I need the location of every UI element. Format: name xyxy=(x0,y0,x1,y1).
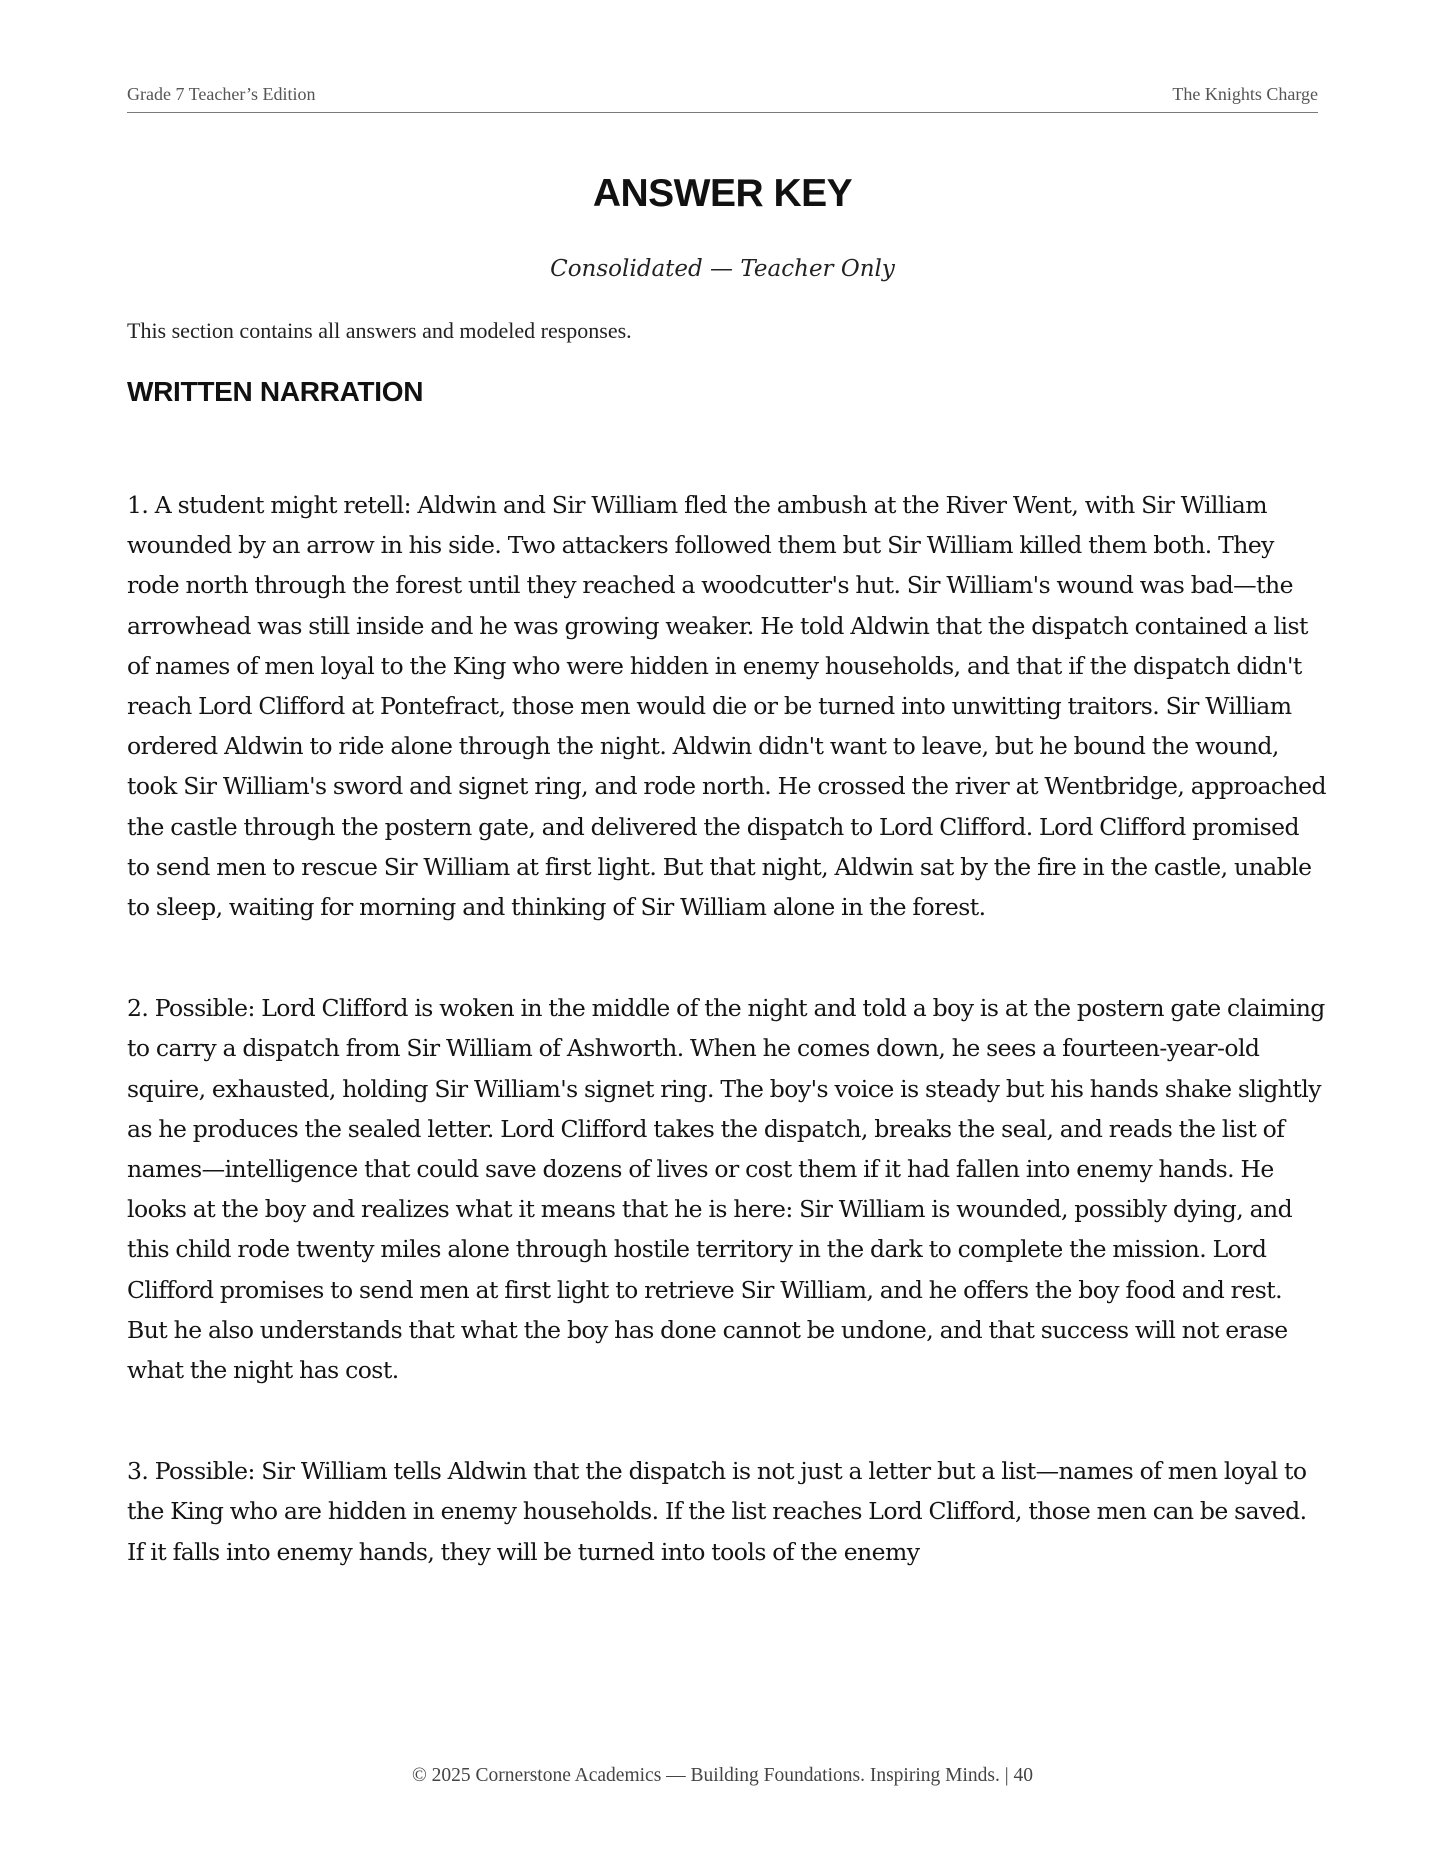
header-grade-label: Grade 7 Teacher’s Edition xyxy=(127,84,316,104)
answer-2: 2. Possible: Lord Clifford is woken in the middle of the night and told a boy is at the postern gate claiming to carry a dispatch from Sir William of Ashworth. When he comes down, he sees a fourteen-year-old squire, exhausted, holding Sir William's signet ring. The boy's voice is steady but his hands shake slightly as he produces the sealed letter. Lord Clifford takes the dispatch, breaks the seal, and reads the list of names—intelligence that could save dozens of lives or cost them if it had fallen into enemy hands. He looks at the boy and realizes what it means that he is here: Sir William is wounded, possibly dying, and this child rode twenty miles alone through hostile territory in the dark to complete the mission. Lord Clifford promises to send men at first light to retrieve Sir William, and he offers the boy food and rest. But he also understands that what the boy has done cannot be undone, and that success will not erase what the night has cost. xyxy=(127,994,1325,1385)
answer-1: 1. A student might retell: Aldwin and Sir William fled the ambush at the River Went, with Sir William wounded by an arrow in his side. Two attackers followed them but Sir William killed them both. They rode north through the forest until they reached a woodcutter's hut. Sir William's wound was bad—the arrowhead was still inside and he was growing weaker. He told Aldwin that the dispatch contained a list of names of men loyal to the King who were hidden in enemy households, and that if the dispatch didn't reach Lord Clifford at Pontefract, those men would die or be turned into unwitting traitors. Sir William ordered Aldwin to ride alone through the night. Aldwin didn't want to leave, but he bound the wound, took Sir William's sword and signet ring, and rode north. He crossed the river at Wentbridge, approached the castle through the postern gate, and delivered the dispatch to Lord Clifford. Lord Clifford promised to send men to rescue Sir William at first light. But that night, Aldwin sat by the fire in the castle, unable to sleep, waiting for morning and thinking of Sir William alone in the forest. xyxy=(127,491,1326,922)
running-header xyxy=(127,84,1318,113)
section-heading-written-narration: WRITTEN NARRATION xyxy=(127,376,424,407)
page-title: ANSWER KEY xyxy=(592,172,853,215)
page-footer: © 2025 Cornerstone Academics — Building Foundations. Inspiring Minds. | 40 xyxy=(411,1765,1034,1786)
answer-3: 3. Possible: Sir William tells Aldwin that the dispatch is not just a letter but a list—names of men loyal to the King who are hidden in enemy households. If the list reaches Lord Clifford, those men can be saved. If it falls into enemy hands, they will be turned into tools of the enemy xyxy=(127,1457,1307,1566)
header-book-title: The Knights Charge xyxy=(1172,84,1318,104)
page-subtitle: Consolidated — Teacher Only xyxy=(550,256,895,282)
intro-text: This section contains all answers and modeled responses. xyxy=(127,318,632,343)
answer-list xyxy=(127,485,1327,1633)
